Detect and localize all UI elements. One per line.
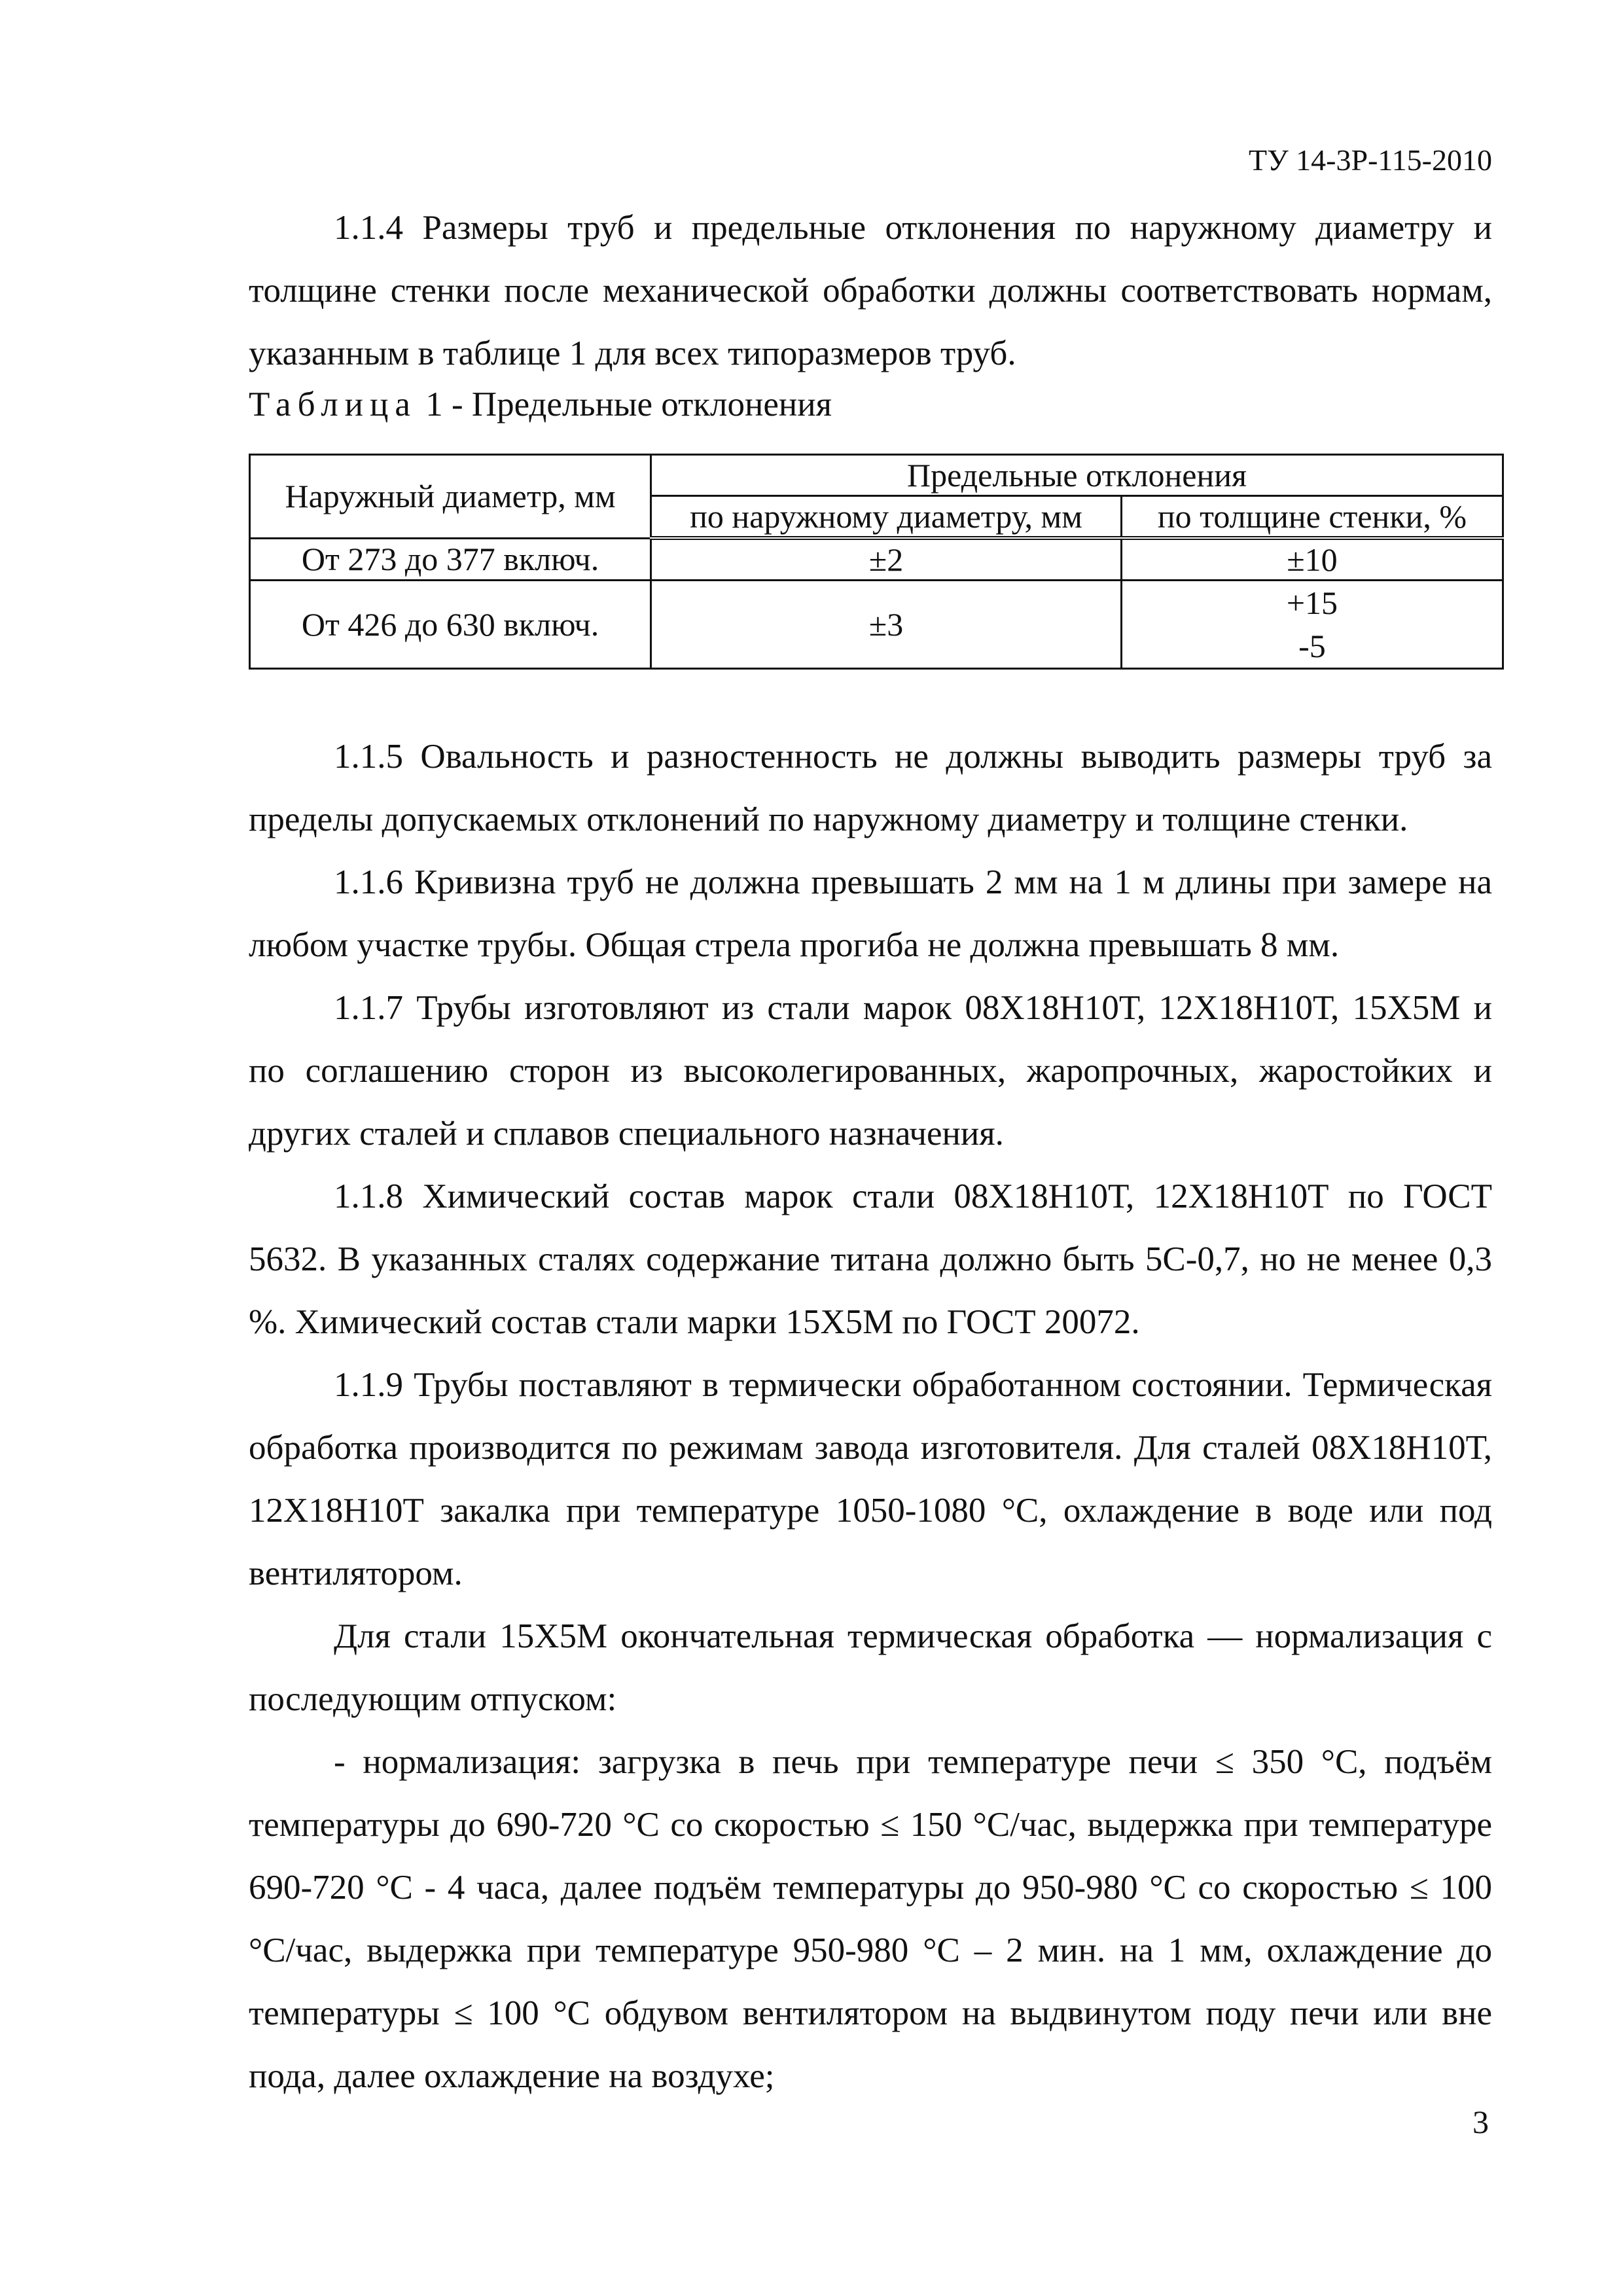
paragraph-1-1-6: 1.1.6 Кривизна труб не должна превышать 2 мм на 1 м длины при замере на любом участке трубы. Общая стрела прогиба не должна превышать 8 мм. <box>249 863 1492 964</box>
cell-outer: ±3 <box>651 581 1122 669</box>
paragraph-15x5m: Для стали 15Х5М окончательная термическая обработка — нормализация с последующим отпуском: <box>249 1617 1492 1718</box>
header-wall-thickness: по толщине стенки, % <box>1121 496 1503 539</box>
table-row <box>250 581 1503 669</box>
header-outer-diameter: по наружному диаметру, мм <box>651 496 1122 539</box>
paragraph-1-1-7: 1.1.7 Трубы изготовляют из стали марок 08Х18Н10Т, 12Х18Н10Т, 15Х5М и по соглашению сторон из высоколегированных, жаропрочных, жаростойких и других сталей и сплавов специального назначения. <box>249 989 1492 1153</box>
paragraph-1-1-4: 1.1.4 Размеры труб и предельные отклонения по наружному диаметру и толщине стенки после механической обработки должны соответствовать нормам, указанным в таблице 1 для всех типоразмеров труб. <box>249 209 1492 372</box>
cell-diameter: От 273 до 377 включ. <box>250 538 651 581</box>
page-number: 3 <box>1472 2104 1489 2140</box>
paragraph-normalization: - нормализация: загрузка в печь при температуре печи ≤ 350 °С, подъём температуры до 690-720 °С со скоростью ≤ 150 °С/час, выдержка при температуре 690-720 °С - 4 часа, далее подъём температуры до 950-980 °С со скоростью ≤ 100 °С/час, выдержка при температуре 950-980 °С – 2 мин. на 1 мм, охлаждение до температуры ≤ 100 °С обдувом вентилятором на выдвинутом поду печи или вне пода, далее охлаждение на воздухе; <box>249 1743 1492 2095</box>
tolerance-table <box>249 454 1504 670</box>
paragraph-1-1-5: 1.1.5 Овальность и разностенность не должны выводить размеры труб за пределы допускаемых отклонений по наружному диаметру и толщине стенки. <box>249 738 1492 838</box>
cell-outer: ±2 <box>651 538 1122 581</box>
table-caption <box>249 385 832 424</box>
header-tolerances: Предельные отклонения <box>651 455 1503 496</box>
cell-diameter: От 426 до 630 включ. <box>250 581 651 669</box>
paragraph-1-1-8: 1.1.8 Химический состав марок стали 08Х18Н10Т, 12Х18Н10Т по ГОСТ 5632. В указанных сталях содержание титана должно быть 5С-0,7, но не менее 0,3 %. Химический состав стали марки 15Х5М по ГОСТ 20072. <box>249 1177 1492 1341</box>
table-caption-label: Таблица <box>249 386 417 423</box>
body-text <box>249 725 1492 2108</box>
cell-wall <box>1121 581 1503 669</box>
document-code: ТУ 14-3Р-115-2010 <box>1249 143 1492 177</box>
cell-wall-plus: +15 <box>1286 584 1338 621</box>
section-1-1-4 <box>249 196 1492 385</box>
paragraph-1-1-9: 1.1.9 Трубы поставляют в термически обработанном состоянии. Термическая обработка производится по режимам завода изготовителя. Для сталей 08Х18Н10Т, 12Х18Н10Т закалка при температуре 1050-1080 °С, охлаждение в воде или под вентилятором. <box>249 1366 1492 1592</box>
table-row <box>250 538 1503 581</box>
header-diameter: Наружный диаметр, мм <box>250 455 651 539</box>
cell-wall-minus: -5 <box>1298 628 1326 664</box>
table-caption-text: 1 - Предельные отклонения <box>425 386 832 423</box>
cell-wall: ±10 <box>1121 538 1503 581</box>
